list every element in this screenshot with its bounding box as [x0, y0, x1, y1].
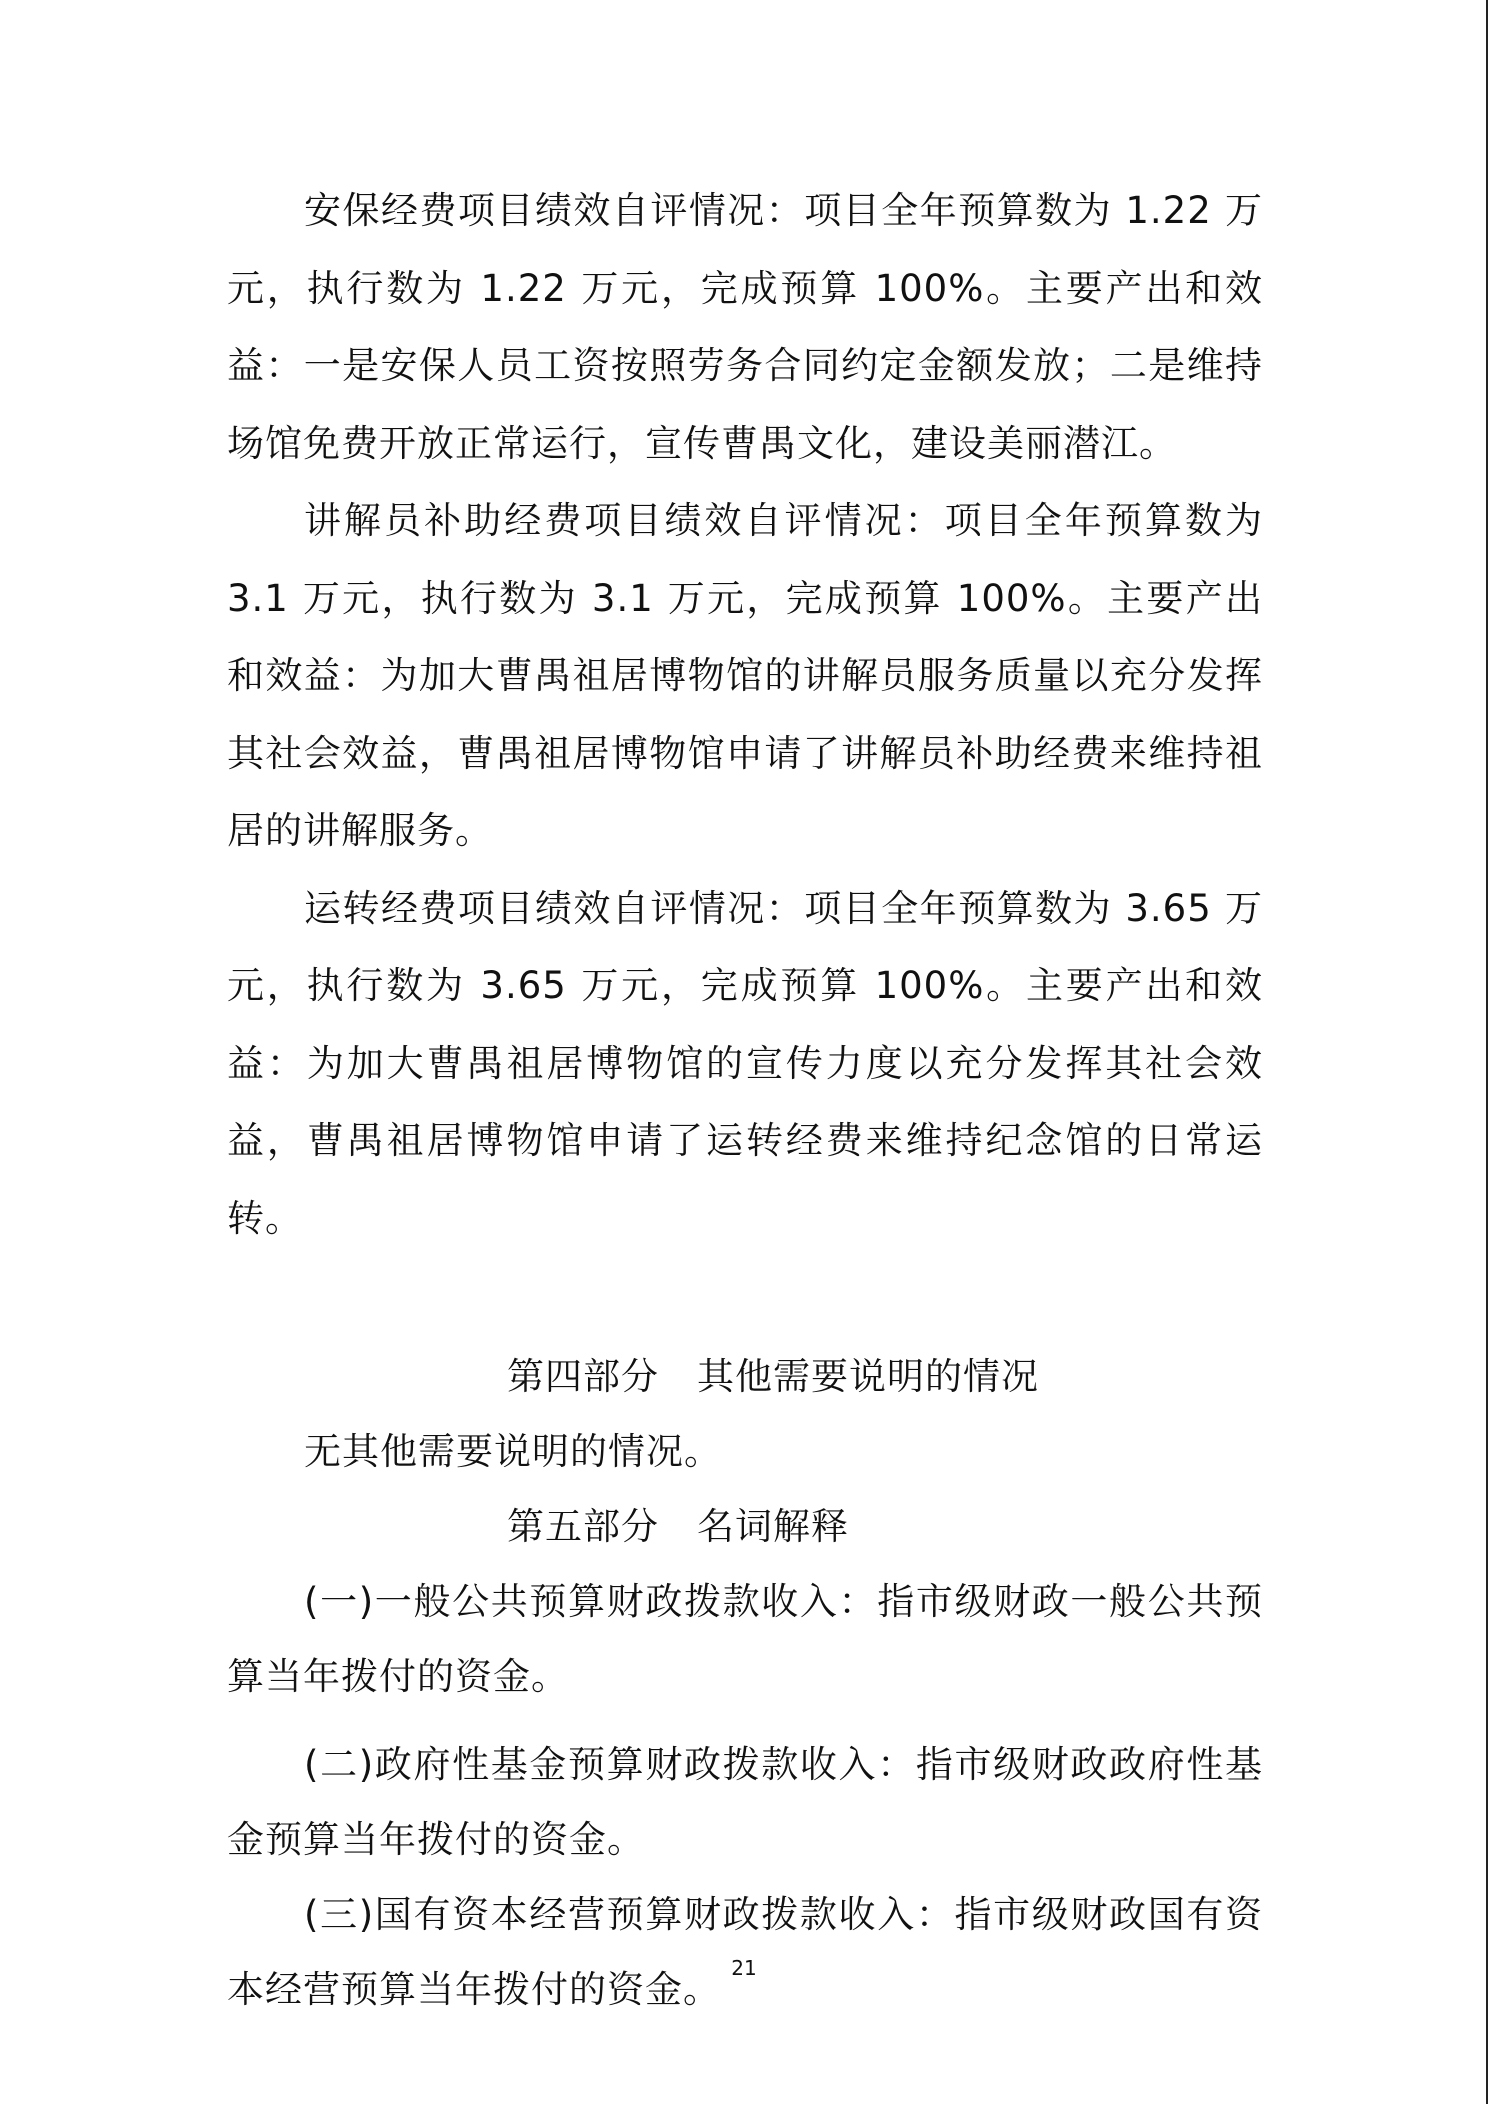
definition-item-3: (三)国有资本经营预算财政拨款收入：指市级财政国有资本经营预算当年拨付的资金。 [227, 1893, 1263, 2011]
item-spacer [227, 1714, 1263, 1727]
definition-item-1: (一)一般公共预算财政拨款收入：指市级财政一般公共预算当年拨付的资金。 [227, 1580, 1263, 1698]
document-body [227, 172, 1263, 2027]
section-spacer [227, 1257, 1263, 1339]
section-four-heading: 第四部分 其他需要说明的情况 [507, 1355, 1039, 1398]
paragraph-security-funds: 安保经费项目绩效自评情况：项目全年预算数为 1.22 万元，执行数为 1.22 万元，完成预算 100%。主要产出和效益：一是安保人员工资按照劳务合同约定金额发放；二是维持场馆免费开放正常运行，宣传曹禺文化，建设美丽潜江。 [227, 189, 1263, 465]
definition-item-2: (二)政府性基金预算财政拨款收入：指市级财政政府性基金预算当年拨付的资金。 [227, 1743, 1263, 1861]
page-number: 21 [731, 1956, 757, 1980]
paragraph-operating-funds: 运转经费项目绩效自评情况：项目全年预算数为 3.65 万元，执行数为 3.65 万元，完成预算 100%。主要产出和效益：为加大曹禺祖居博物馆的宣传力度以充分发挥其社会效益，曹禺祖居博物馆申请了运转经费来维持纪念馆的日常运转。 [227, 886, 1263, 1240]
section-five-heading: 第五部分 名词解释 [507, 1505, 849, 1548]
paragraph-guide-subsidy: 讲解员补助经费项目绩效自评情况：项目全年预算数为 3.1 万元，执行数为 3.1 万元，完成预算 100%。主要产出和效益：为加大曹禺祖居博物馆的讲解员服务质量以充分发挥其社会效益，曹禺祖居博物馆申请了讲解员补助经费来维持祖居的讲解服务。 [227, 499, 1263, 852]
section-four-body: 无其他需要说明的情况。 [304, 1430, 722, 1473]
